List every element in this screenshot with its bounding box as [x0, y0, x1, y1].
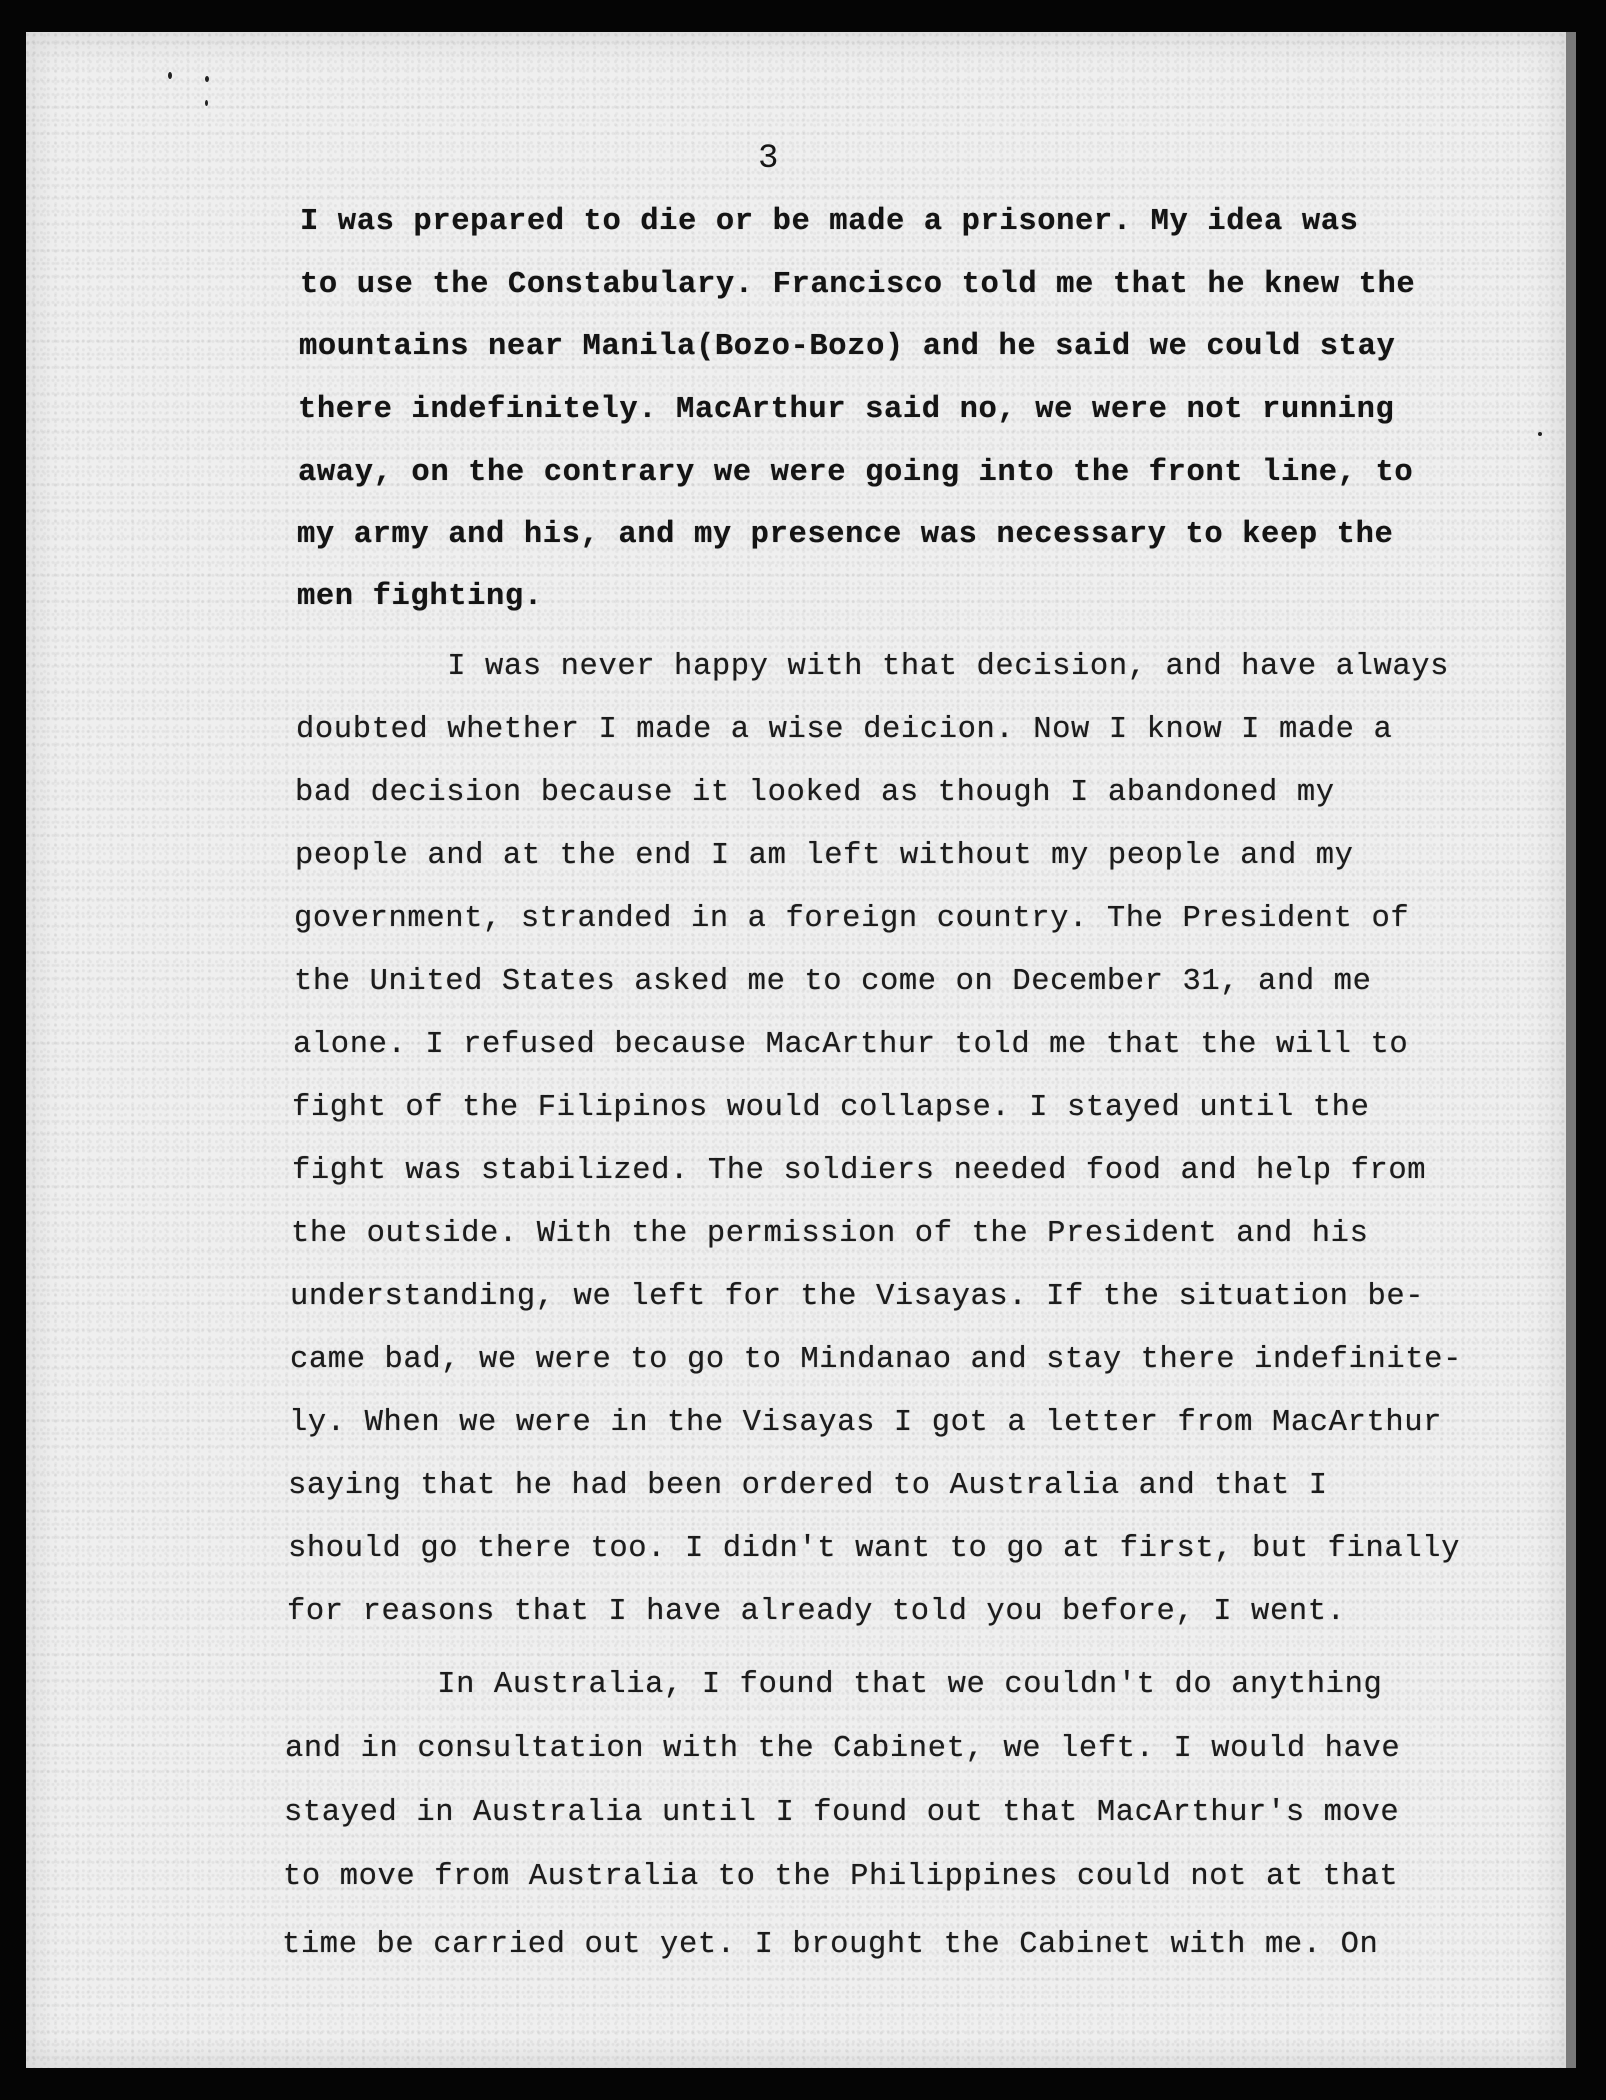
text-line: ly. When we were in the Visayas I got a letter from MacArthur: [289, 1406, 1443, 1440]
scan-speck: [205, 76, 209, 82]
text-line: there indefinitely. MacArthur said no, we were not running: [298, 393, 1395, 427]
text-line: the outside. With the permission of the President and his: [291, 1217, 1369, 1251]
scan-speck: [168, 72, 172, 79]
text-line: saying that he had been ordered to Australia and that I: [288, 1469, 1328, 1503]
text-line: I was never happy with that decision, and have always: [296, 650, 1450, 684]
page-edge-shadow: [1566, 32, 1576, 2068]
text-line: the United States asked me to come on December 31, and me: [294, 965, 1372, 999]
scan-speck: [1538, 432, 1542, 436]
text-line: understanding, we left for the Visayas. If the situation be-: [290, 1280, 1425, 1314]
text-line: my army and his, and my presence was necessary to keep the: [297, 518, 1394, 552]
text-line: bad decision because it looked as though I abandoned my: [295, 776, 1335, 810]
text-line: men fighting.: [297, 580, 543, 614]
text-line: should go there too. I didn't want to go at first, but finally: [288, 1532, 1460, 1566]
text-line: alone. I refused because MacArthur told me that the will to: [293, 1028, 1409, 1062]
text-line: for reasons that I have already told you before, I went.: [287, 1595, 1346, 1629]
text-line: stayed in Australia until I found out that MacArthur's move: [284, 1796, 1400, 1830]
text-line: fight was stabilized. The soldiers needed food and help from: [292, 1154, 1427, 1188]
text-line: came bad, we were to go to Mindanao and stay there indefinite-: [290, 1343, 1462, 1377]
text-line: doubted whether I made a wise deicion. Now I know I made a: [296, 713, 1393, 747]
text-line: fight of the Filipinos would collapse. I stayed until the: [292, 1091, 1370, 1125]
text-line: mountains near Manila(Bozo-Bozo) and he said we could stay: [299, 330, 1396, 364]
text-line: I was prepared to die or be made a prisoner. My idea was: [300, 205, 1359, 239]
text-line: to use the Constabulary. Francisco told me that he knew the: [300, 268, 1416, 302]
text-line: to move from Australia to the Philippines could not at that: [283, 1860, 1399, 1894]
text-line: time be carried out yet. I brought the Cabinet with me. On: [282, 1928, 1379, 1962]
text-line: and in consultation with the Cabinet, we left. I would have: [285, 1732, 1401, 1766]
text-line: government, stranded in a foreign country. The President of: [294, 902, 1410, 936]
text-line: people and at the end I am left without my people and my: [295, 839, 1354, 873]
scan-speck: [205, 100, 208, 106]
text-line: In Australia, I found that we couldn't do anything: [286, 1668, 1383, 1702]
page-number: 3: [758, 140, 779, 178]
text-line: away, on the contrary we were going into the front line, to: [298, 456, 1414, 490]
